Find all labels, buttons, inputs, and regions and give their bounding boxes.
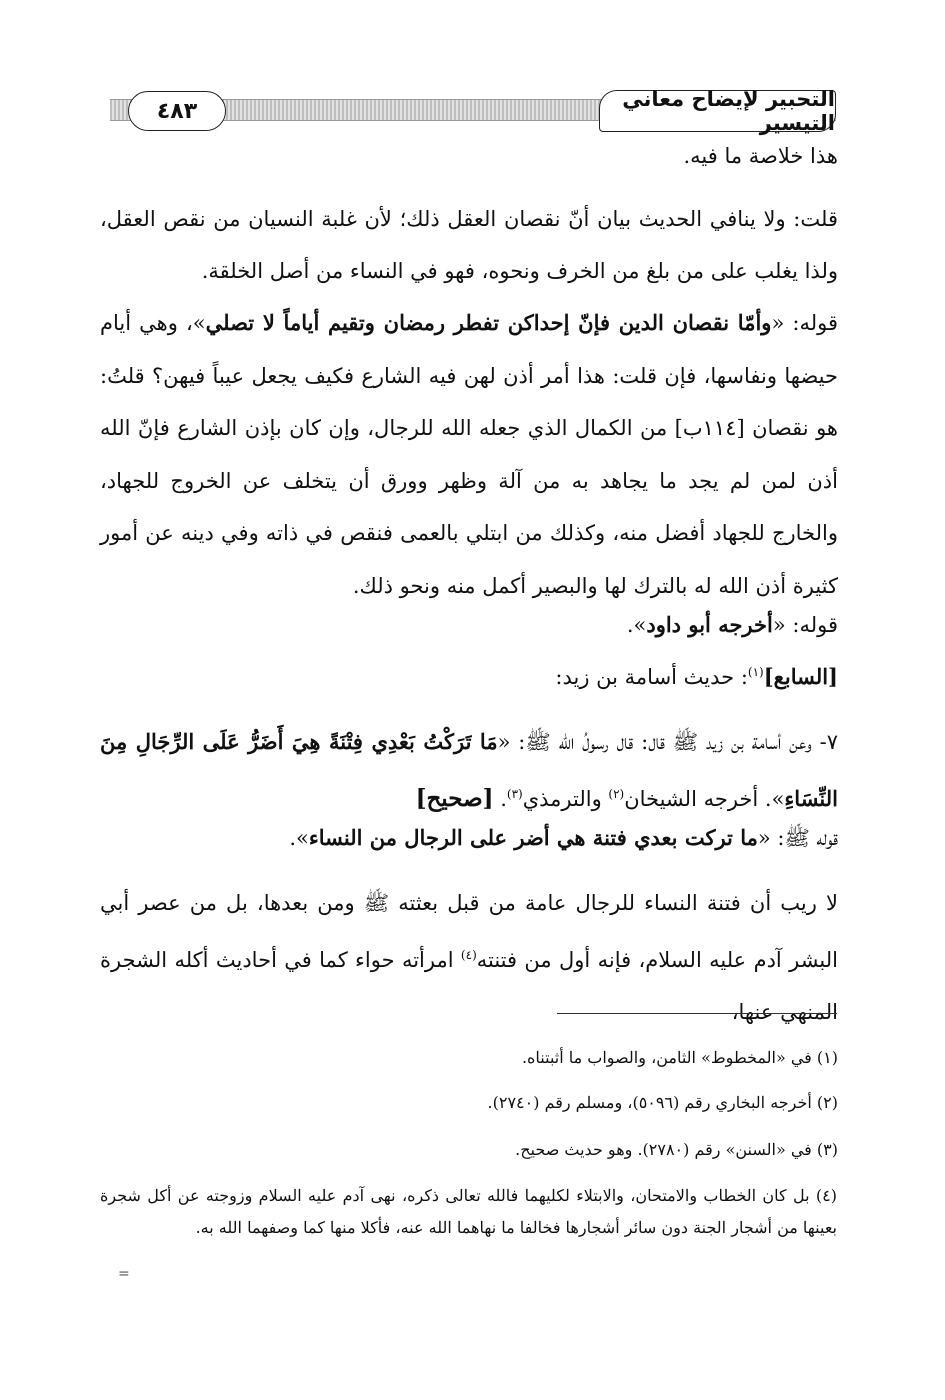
p5-bold: مَا تَرَكْتُ بَعْدِي فِتْنَةً هِيَ أَضَرُّ عَلَى الرِّجَالِ مِنَ النِّسَاءِ — [100, 729, 838, 811]
fn-ref-3[interactable]: (٣) — [506, 787, 523, 801]
paragraph-3 — [627, 612, 838, 637]
running-header — [110, 82, 836, 138]
paragraph-1: قلت: ولا ينافي الحديث بيان أنّ نقصان العقل ذلك؛ لأن غلبة النسيان من نقص العقل، ولذا يغلب على من بلغ من الخرف ونحوه، فهو في النساء من أصل الخلقة. — [100, 207, 838, 283]
p5-end: . — [493, 787, 507, 811]
footnote-2: (٢) أخرجه البخاري رقم (٥٠٩٦)، ومسلم رقم (٢٧٤٠). — [487, 1093, 838, 1112]
p7-b: امرأته حواء كما في أحاديث أكله الشجرة المنهي عنها، — [100, 948, 838, 1024]
fn-ref-1[interactable]: (١) — [747, 665, 764, 679]
fn-ref-4[interactable]: (٤) — [460, 948, 477, 962]
footnote-separator — [557, 1013, 837, 1014]
paragraph-4 — [555, 664, 838, 689]
paragraph-2 — [100, 297, 838, 612]
p5-mid: والترمذي — [522, 787, 609, 811]
p5-post: ». أخرجه الشيخان — [624, 787, 785, 811]
fn-ref-2[interactable]: (٢) — [608, 787, 625, 801]
p2-pre: قوله: « — [771, 311, 838, 335]
p3-post: ». — [626, 613, 647, 637]
p6-bold: ما تركت بعدي فتنة هي أضر على الرجال من النساء — [308, 825, 758, 850]
page-number: ٤٨٣ — [128, 91, 226, 131]
page-mark: = — [118, 1266, 130, 1282]
paragraph-6 — [289, 825, 838, 856]
p2-bold: وأمّا نقصان الدين فإنّ إحداكن تفطر رمضان وتقيم أياماً لا تصلي — [205, 310, 772, 335]
book-title: التحبير لإيضاح معاني التيسير — [599, 90, 836, 132]
p3-pre: قوله: « — [772, 613, 838, 637]
p4-bold: [السابع] — [763, 664, 838, 689]
footnote-1: (١) في «المخطوط» الثامن، والصواب ما أثبتناه. — [521, 1048, 838, 1067]
footnote-3: (٣) في «السنن» رقم (٢٧٨٠). وهو حديث صحيح. — [515, 1140, 838, 1159]
p7-a: لا ريب أن فتنة النساء للرجال عامة من قبل بعثته ﷺ ومن بعدها، بل من عصر أبي البشر آدم عليه السلام، فإنه أول من فتنته — [100, 891, 839, 972]
p6-post: ». — [289, 826, 309, 850]
paragraph-0: هذا خلاصة ما فيه. — [683, 144, 838, 168]
p5-pre: ٧- وعن أسامة بن زيد ﷺ قال: قال رسولُ الله ﷺ: « — [497, 730, 838, 754]
footnote-4: (٤) بل كان الخطاب والامتحان، والابتلاء لكليهما فالله تعالى ذكره، نهى آدم عليه السلام وزوجته عن أكل شجرة بعينها من أشجار الجنة دون سائر أشجارها فخالفا ما نهاهما الله عنه، فأكلا منها كما وصفهما الله به. — [100, 1186, 838, 1237]
p3-bold: أخرجه أبو داود — [646, 612, 773, 637]
grade-tag: [صحيح] — [415, 785, 494, 812]
p4-post: : حديث أسامة بن زيد: — [555, 665, 748, 689]
p6-pre: قوله ﷺ: « — [757, 826, 838, 850]
p2-post: »، وهي أيام حيضها ونفاسها، فإن قلت: هذا أمر أذن لهن فيه الشارع فكيف يجعل عيباً فيهن؟ قلتُ: هو نقصان [١١٤ب] من الكمال الذي جعله الله للرجال، وإن كان بإذن الشارع فإنّ الله أذن لمن لم يجد ما يجاهد به من آلة وظهر وورق أن يتخلف عن الخروج للجهاد، والخارج للجهاد أفضل منه، وكذلك من ابتلي بالعمى فنقص في ذاته وفي دينه عن أمور كثيرة أذن الله له بالترك لها والبصير أكمل منه ونحو ذلك. — [100, 311, 839, 598]
paragraph-5 — [100, 716, 838, 825]
